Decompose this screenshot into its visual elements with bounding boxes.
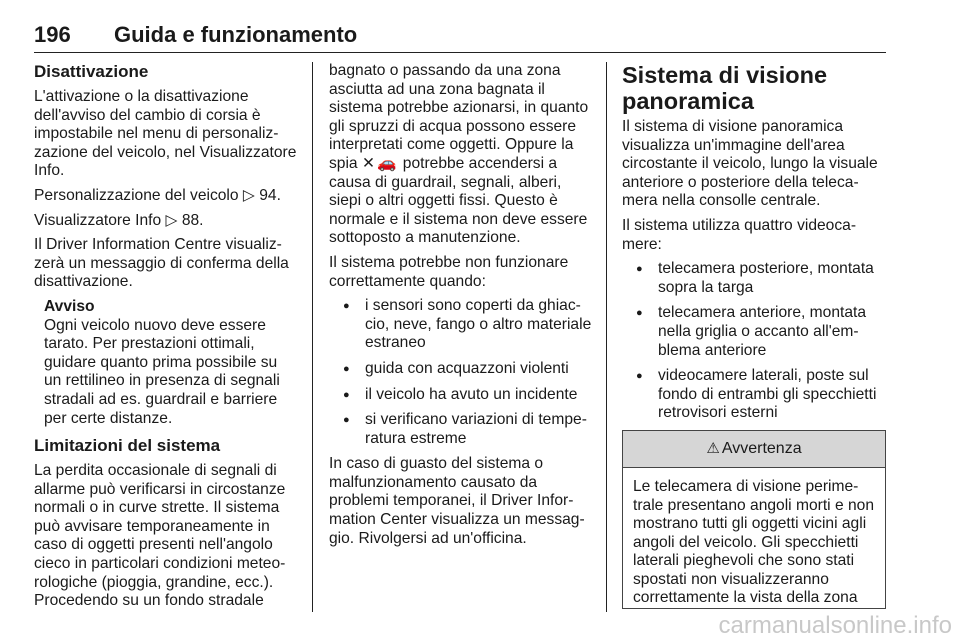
page-ref[interactable]: 88. bbox=[181, 211, 204, 229]
list-item: ● telecamera anteriore, montata nella griglia o accanto all'emblema anteriore bbox=[622, 304, 886, 360]
paragraph-ref: Visualizzatore Info ▷ 88. bbox=[34, 211, 204, 229]
paragraph-ref: Personalizzazione del veicolo ▷ 94. bbox=[34, 186, 281, 204]
column-divider bbox=[312, 62, 313, 612]
page-number: 196 bbox=[34, 22, 71, 47]
watermark: carmanualsonline.info bbox=[718, 612, 952, 639]
section-heading-limitazioni: Limitazioni del sistema bbox=[34, 436, 221, 456]
list-item: ● guida con acquazzoni violenti bbox=[329, 360, 593, 379]
bullet-list bbox=[622, 260, 886, 423]
list-item: ● telecamera posteriore, montata sopra la targa bbox=[622, 260, 886, 297]
paragraph: In caso di guasto del sistema o malfunzionamento causato da problemi temporanei, il Driver Information Center visualizza un messaggio. Rivolgersi ad un'officina. bbox=[329, 455, 585, 547]
list-item: ● i sensori sono coperti da ghiaccio, neve, fango o altro materiale estraneo bbox=[329, 297, 593, 353]
note-body: Ogni veicolo nuovo deve essere tarato. Per prestazioni ottimali, guidare quanto prima possibile su un rettilineo in presenza di segnali stradali ad es. guardrail e barriere per certe distanze. bbox=[44, 316, 280, 427]
list-item: ● il veicolo ha avuto un incidente bbox=[329, 386, 593, 405]
paragraph: Il sistema potrebbe non funzionare correttamente quando: bbox=[329, 253, 569, 290]
section-heading-visione-panoramica: Sistema di visione panoramica bbox=[622, 62, 828, 114]
paragraph: bagnato o passando da una zona asciutta ad una zona bagnata il sistema potrebbe azionarsi, in quanto gli spruzzi di acqua possono essere interpretati come oggetti. Oppure la spia ✕🚗 potrebbe accendersi a causa di guardrail, segnali, alberi, siepi o altri oggetti fissi. Questo è normale e il sistema non deve essere sottoposto a manutenzione. bbox=[329, 62, 589, 247]
page-ref[interactable]: 94. bbox=[259, 186, 281, 204]
column-3 bbox=[622, 62, 886, 609]
paragraph: La perdita occasionale di segnali di allarme può verificarsi in circostanze normali o in curve strette. Il sistema può avvisare temporaneamente in caso di oggetti presenti nell'angolo cieco in particolari condizioni meteorologiche (pioggia, grandine, ecc.). Procedendo su un fondo stradale bbox=[34, 462, 286, 610]
lane-change-warning-icon: ✕🚗 bbox=[361, 154, 399, 172]
paragraph: Il sistema di visione panoramica visualizza un'immagine dell'area circostante il veicolo, lungo la visuale anteriore o posteriore della telecamera nella consolle centrale. bbox=[622, 118, 878, 210]
paragraph: Il sistema utilizza quattro videocamere: bbox=[622, 216, 857, 253]
warning-title: Avvertenza bbox=[721, 439, 802, 457]
note-title: Avviso bbox=[44, 297, 95, 315]
warning-body: Le telecamera di visione perimetrale presentano angoli morti e non mostrano tutti gli oggetti vicini agli angoli del veicolo. Gli specchietti laterali pieghevoli che sono stati spostati non visualizzeranno correttamente la vista della zona bbox=[633, 477, 874, 607]
warning-header bbox=[623, 431, 885, 468]
page-ref-arrow-icon: ▷ bbox=[242, 186, 255, 204]
page-ref-arrow-icon: ▷ bbox=[165, 211, 178, 229]
note-box bbox=[34, 298, 298, 428]
warning-triangle-icon: ⚠ bbox=[706, 439, 720, 457]
column-1 bbox=[34, 62, 298, 617]
list-item: ● videocamere laterali, poste sul fondo di entrambi gli specchietti retrovisori esterni bbox=[622, 367, 886, 423]
warning-box bbox=[622, 430, 886, 609]
column-divider bbox=[606, 62, 607, 612]
bullet-list bbox=[329, 297, 593, 448]
paragraph: Il Driver Information Centre visualizzerà un messaggio di conferma della disattivazione. bbox=[34, 236, 289, 291]
paragraph: L'attivazione o la disattivazione dell'avviso del cambio di corsia è impostabile nel menu di personalizzazione del veicolo, nel Visualizzatore Info. bbox=[34, 88, 297, 180]
column-2 bbox=[329, 62, 593, 554]
section-heading-disattivazione: Disattivazione bbox=[34, 62, 149, 81]
page-header bbox=[34, 22, 886, 53]
list-item: ● si verificano variazioni di temperatura estreme bbox=[329, 411, 593, 448]
page-title: Guida e funzionamento bbox=[114, 22, 358, 47]
